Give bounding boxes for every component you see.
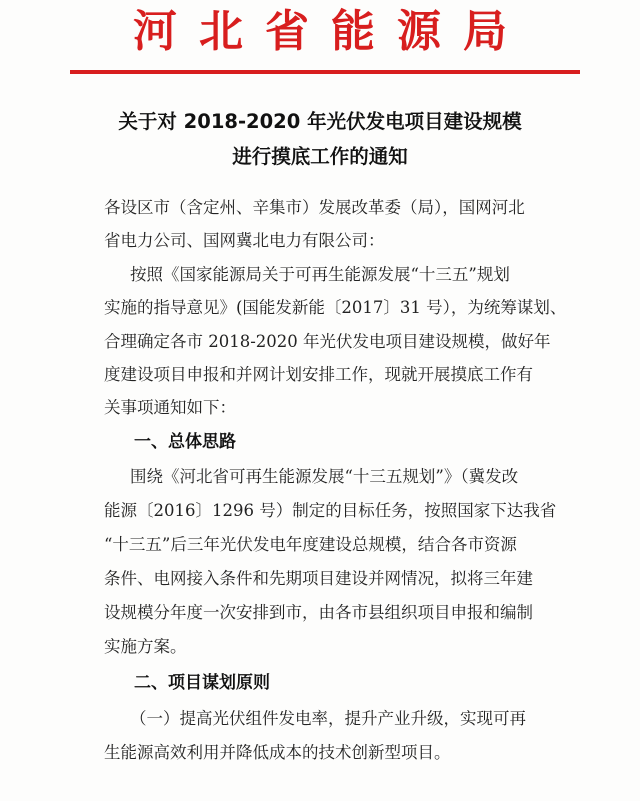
paragraph-2-line-3: “十三五”后三年光伏发电年度建设总规模，结合各市资源 (104, 535, 517, 554)
paragraph-1-line-2: 实施的指导意见》(国能发新能〔2017〕31 号），为统筹谋划、 (104, 298, 567, 317)
paragraph-3-line-2: 生能源高效利用并降低成本的技术创新型项目。 (104, 743, 451, 762)
addressee-line-2: 省电力公司、国网冀北电力有限公司： (104, 231, 385, 250)
paragraph-1-line-5: 关事项通知如下： (104, 398, 236, 417)
paragraph-2-line-6: 实施方案。 (104, 637, 187, 656)
paragraph-2-line-2: 能源〔2016〕1296 号）制定的目标任务，按照国家下达我省 (104, 501, 557, 520)
paragraph-2-line-1: 围绕《河北省可再生能源发展“十三五规划”》（冀发改 (130, 467, 519, 486)
agency-letterhead: 河北省能源局 (133, 6, 529, 57)
paragraph-2-line-5: 设规模分年度一次安排到市，由各市县组织项目申报和编制 (104, 603, 533, 622)
paragraph-1-line-3: 合理确定各市 2018-2020 年光伏发电项目建设规模，做好年 (104, 332, 551, 351)
paragraph-3-line-1: （一）提高光伏组件发电率，提升产业升级，实现可再 (130, 709, 526, 728)
addressee-line-1: 各设区市（含定州、辛集市）发展改革委（局），国网河北 (104, 198, 525, 217)
document-title-line-1: 关于对 2018-2020 年光伏发电项目建设规模 (118, 110, 522, 133)
paragraph-1-line-1: 按照《国家能源局关于可再生能源发展“十三五”规划 (130, 265, 510, 284)
paragraph-1-line-4: 度建设项目申报和并网计划安排工作，现就开展摸底工作有 (104, 365, 533, 384)
paragraph-2-line-4: 条件、电网接入条件和先期项目建设并网情况，拟将三年建 (104, 569, 533, 588)
section-heading-1: 一、总体思路 (134, 432, 236, 452)
letterhead-red-rule (70, 70, 580, 74)
section-heading-2: 二、项目谋划原则 (134, 673, 270, 693)
document-title-line-2: 进行摸底工作的通知 (232, 145, 408, 168)
